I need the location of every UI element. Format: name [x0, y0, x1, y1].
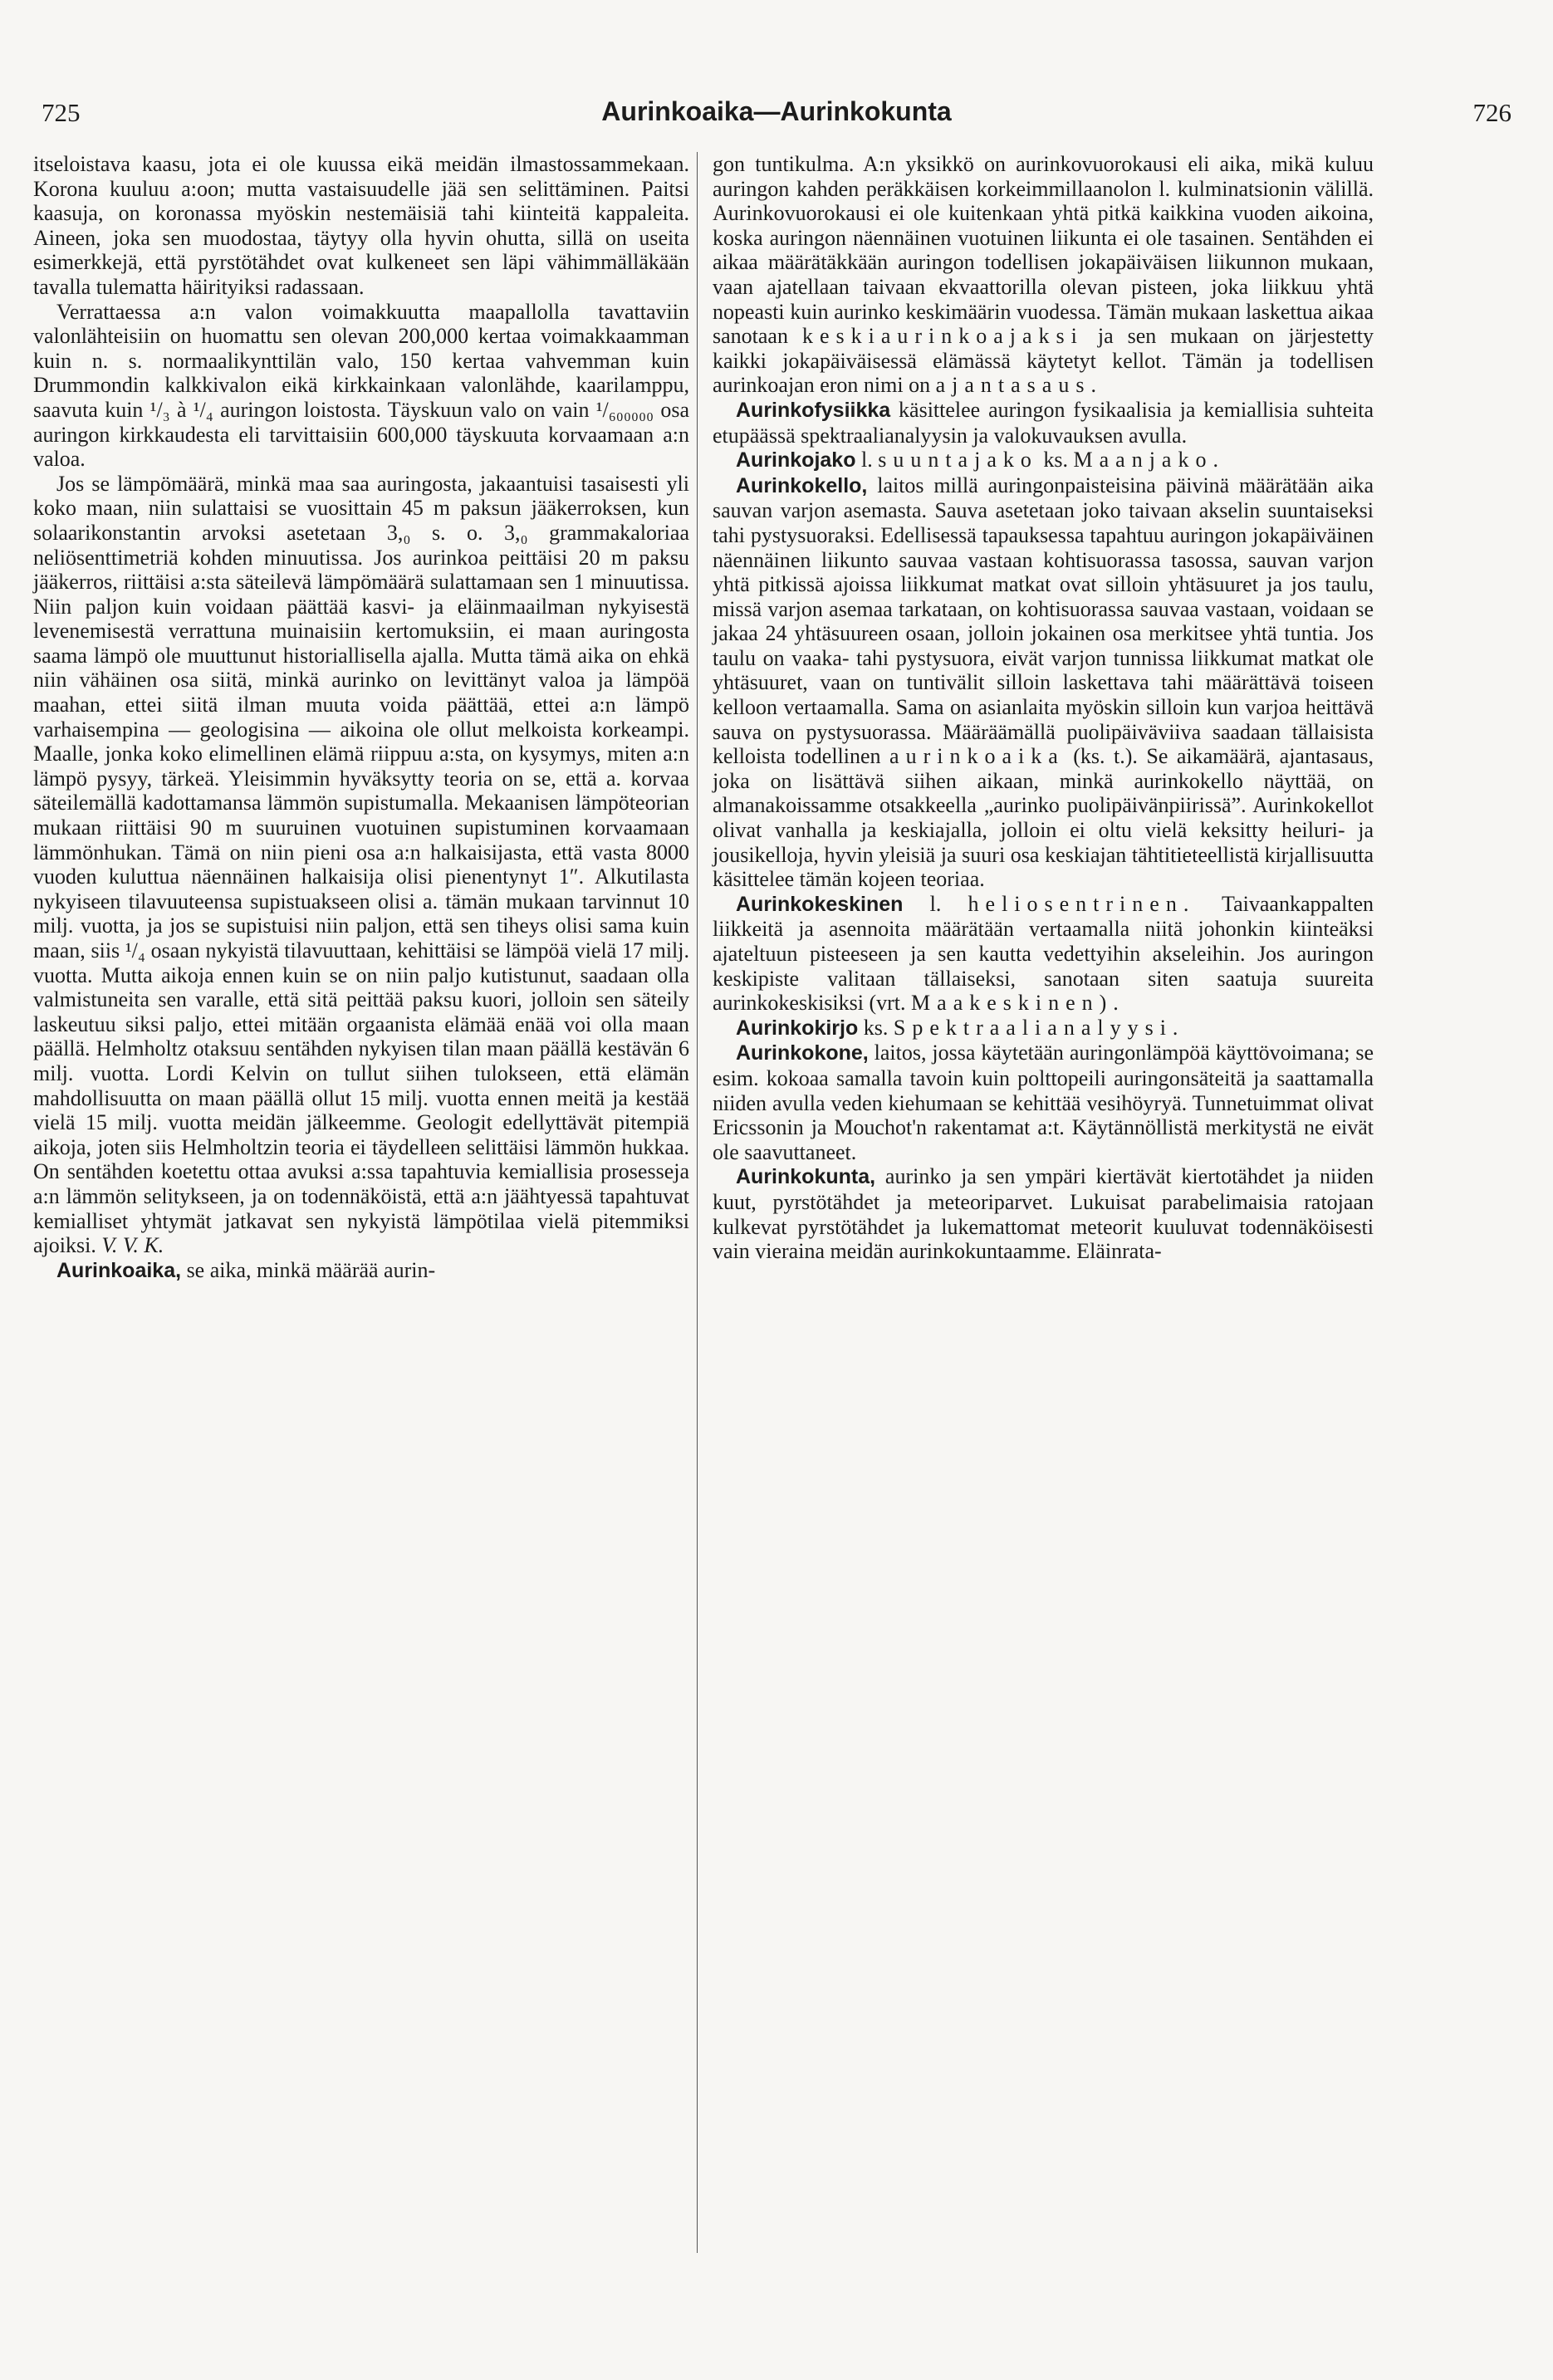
paragraph-text: ja sen mukaan on järjestetty kaikki jokapäiväisessä elämässä käytetyt kellot. Tämän ja todellisen aurinkoajan eron nimi on [713, 324, 1374, 398]
paragraph: itseloistava kaasu, jota ei ole kuussa eikä meidän ilmastossammekaan. Korona kuuluu a:oon; mutta vastaisuudelle jää sen selittäminen. Paitsi kaasuja, on koronassa myöskin nestemäisiä tahi kiinteitä kappaleita. Aineen, joka sen muodostaa, täytyy olla hyvin ohutta, sillä on useita esimerkkejä, että pyrstötähdet ovat kulkeneet sen läpi vähimmälläkään tavalla tulematta häirityiksi radassaan. [33, 152, 689, 299]
entry-text: se aika, minkä määrää aurin- [186, 1257, 436, 1282]
entry-text: käsittelee auringon fysikaalisia ja kemiallisia suhteita etupäässä spektraalianalyysin ja valokuvauksen avulla. [713, 397, 1374, 448]
spaced-term: Maakeskinen). [911, 991, 1125, 1016]
page-number-left: 725 [42, 98, 81, 127]
headword: Aurinkofysiikka [736, 398, 891, 422]
entry-text: aurinko ja sen ympäri kiertävät kiertotähdet ja niiden kuut, pyrstötähdet ja meteoriparvet. Lukuisat parabelimaisia ratojaan kulkevat pyrstötähdet ja lukemattomat meteorit kuuluvat todennäköisesti vain vieraina meidän aurinkokuntaamme. Eläinrata- [713, 1164, 1374, 1264]
spaced-term: keskiaurinkoajaksi [801, 324, 1084, 349]
entry-text: (ks. t.). Se aikamäärä, ajantasaus, joka on lisättävä siihen aikaan, minkä aurinkokello näyttää, on almanakoissamme otsakkeella „aurinko puolipäivänpiirissä”. Aurinkokellot olivat vanhalla ja keskiajalla, jolloin ei oltu vielä keksitty heiluri- ja jousikelloja, hyvin yleisiä ja suuri osa keskiajan tähtitieteellistä kirjallisuutta käsittelee tämän kojeen teoriaa. [713, 744, 1374, 892]
column-divider [697, 152, 698, 2253]
headword: Aurinkokeskinen [736, 892, 904, 916]
spaced-term: Spektraalianalyysi. [893, 1015, 1185, 1040]
headword: Aurinkoaika, [56, 1258, 182, 1282]
entry-aurinkokello [713, 473, 1374, 892]
headword: Aurinkokirjo [736, 1016, 859, 1040]
entry-text: l. [860, 448, 873, 473]
spaced-term: suuntajako [878, 448, 1038, 473]
entry-aurinkojako [713, 448, 1374, 473]
entry-text: ks. [1043, 448, 1068, 473]
right-column [713, 152, 1374, 1264]
entry-text: Taivaankappalten liikkeitä ja asennoita määrätään vertaamalla niitä johonkin kiinteäksi ajateltuun pisteeseen ja sen kautta vedettyihin akseleihin. Jos auringon keskipiste valitaan tällaiseksi, sanotaan siten saatuja suureita aurinkokeskisiksi (vrt. [713, 891, 1374, 1016]
spaced-term: heliosentrinen. [968, 891, 1196, 916]
headword: Aurinkokone, [736, 1041, 869, 1065]
headword: Aurinkojako [736, 448, 856, 473]
paragraph: Verrattaessa a:n valon voimakkuutta maapallolla tavattaviin valonlähteisiin on huomattu sen olevan 200,000 kertaa voimakkaamman kuin n. s. normaalikynttilän valo, 150 kertaa vahvemman kuin Drummondin kalkkivalon eikä kirkkainkaan valonlähde, kaarilamppu, saavuta kuin ¹/₃ à ¹/₄ auringon loistosta. Täyskuun valo on vain ¹/₆₀₀₀₀₀ osa auringon kirkkaudesta eli tarvittaisiin 600,000 täyskuuta korvaamaan a:n valoa. [33, 299, 689, 472]
entry-text: laitos millä auringonpaisteisina päivinä määrätään aika sauvan varjon asemasta. Sauva asetetaan joko taivaan akselin suuntaiseksi tahi pystysuoraksi. Edellisessä tapauksessa tapahtuu auringon jokapäiväinen näennäinen liikunto sauvaa vastaan kohtisuorassa tasossa, sauvan varjon yhtä pitkissä ajoissa liikkumat matkat ovat silloin yhtäsuuret ja jos taulu, missä varjon asemaa tarkataan, on kohtisuorassa sauvaa vastaan, voidaan se jakaa 24 yhtäsuureen osaan, jolloin jokainen osa merkitsee yhtä tuntia. Jos taulu on vaaka- tahi pystysuora, eivät varjon tunnissa liikkumat matkat ole yhtäsuuret, vaan on tuntivälit silloin laskettava tahi määrättävä toiseen kelloon vertaamalla. Sama on asianlaita myöskin silloin kun varjoa heittävä sauva on pystysuorassa. Määräämällä puolipäiväviiva saadaan tällaisista kelloista todellinen [713, 473, 1374, 769]
spaced-term: ajantasaus. [935, 373, 1103, 398]
entry-aurinkoaika [33, 1258, 689, 1284]
author-signature: V. V. K. [101, 1233, 164, 1258]
headword: Aurinkokello, [736, 473, 868, 497]
paragraph [713, 152, 1374, 398]
paragraph [33, 472, 689, 1258]
headword: Aurinkokunta, [736, 1165, 876, 1189]
entry-text: laitos, jossa käytetään auringonlämpöä käyttövoimana; se esim. kokoaa samalla tavoin kuin polttopeili auringonsäteitä ja saattamalla niiden avulla veden kiehumaan se kehittää vesihöyryä. Tunnetuimmat olivat Ericssonin ja Mouchot'n rakentamat a:t. Käytännöllistä merkitystä ne eivät ole saavuttaneet. [713, 1041, 1374, 1164]
left-column [33, 152, 689, 1283]
entry-aurinkokone [713, 1041, 1374, 1164]
entry-text: ks. [863, 1015, 889, 1040]
page-number-right: 726 [1472, 98, 1511, 127]
entry-aurinkokunta [713, 1164, 1374, 1263]
spaced-term: aurinkoaika [889, 744, 1065, 769]
paragraph-text: Jos se lämpömäärä, minkä maa saa auringosta, jakaantuisi tasaisesti yli koko maan, niin sulattaisi se vuosittain 45 m paksun jääkerroksen, kun solaarikonstantin arvoksi asetetaan 3,₀ s. o. 3,₀ grammakaloriaa neliösenttimetriä kohden minuutissa. Jos aurinkoa peittäisi 20 m paksu jääkerros, riittäisi a:sta säteilevä lämpömäärä sulattamaan sen 1 minuutissa. Niin paljon kuin voidaan päättää kasvi- ja eläinmaailman nykyisestä levenemisestä verrattuna muinaisiin kertomuksiin, ei maan auringosta saama lämpö ole muuttunut historiallisella ajalla. Mutta tämä aika on ehkä niin vähäinen osa siitä, minkä aurinko on levittänyt valoa ja lämpöä maahan, ettei siitä ilman muuta voida päättää, ettei a:n lämpö varhaisempina — geologisina — aikoina ole ollut melkoista korkeampi. Maalle, jonka koko elimellinen elämä riippuu a:sta, on kysymys, miten a:n lämpö pysyy, tärkeä. Yleisimmin hyväksytty teoria on se, että a. korvaa säteilemällä kadottamansa lämmön supistumalla. Mekaanisen lämpöteorian mukaan riittäisi 90 m suuruinen vuotuinen supistuminen korvaamaan lämmönhukan. Tämä on niin pieni osa a:n halkaisijasta, että vasta 8000 vuoden kuluttua näennäinen halkaisija olisi pienentynyt 1″. Alkutilasta nykyiseen tilavuuteensa supistuakseen olisi a. tämän mukaan tarvinnut 10 milj. vuotta, ja jos se supistuisi niin paljon, että sen tiheys olisi sama kuin maan, siis ¹/₄ osaan nykyistä tilavuuttaan, kehittäisi se lämpöä vielä 17 milj. vuotta. Mutta aikoja ennen kuin se on niin paljo kutistunut, saadaan olla valmistuneita sen varalle, että sitä peittää paksu kuori, jolloin sen säteily laskeutuu siksi paljo, ettei mitään orgaanista elämää enää voi olla maan päällä. Helmholtz otaksuu sentähden nykyisen tilan maan päällä kestävän 6 milj. vuotta. Lordi Kelvin on tullut siihen tulokseen, että elämän mahdollisuutta on maan päällä ollut 15 milj. vuotta ennen meitä ja kestää vielä 15 milj. vuotta meidän jälkeemme. Geologit edellyttävät pitempiä aikoja, joten siis Helmholtzin teoria ei täydelleen selittäisi lämmön hukkaa. On sentähden koetettu ottaa avuksi a:ssa tapahtuvia kemiallisia prosesseja a:n lämmön selitykseen, ja on todennäköistä, että a:n jäähtyessä tapahtuvat kemialliset yhtymät jatkavat sen nykyistä lämpötilaa vielä pitemmiksi ajoiksi. [33, 471, 689, 1258]
entry-text: l. [929, 891, 942, 916]
spaced-term: Maanjako. [1073, 448, 1225, 473]
entry-aurinkokirjo [713, 1016, 1374, 1041]
paragraph-text: gon tuntikulma. A:n yksikkö on aurinkovuorokausi eli aika, mikä kuluu auringon kahden peräkkäisen korkeimmillaanolon l. kulminatsionin välillä. Aurinkovuorokausi ei ole kuitenkaan yhtä pitkä kaikkina vuoden aikoina, koska auringon näennäinen vuotuinen liikunta ei ole tasainen. Sentähden ei aikaa määrätäkkään auringon todellisen jokapäiväisen liikunnon mukaan, vaan ajatellaan taivaan ekvaattorilla olevan pisteen, joka liikkuu yhtä nopeasti kuin aurinko keskimäärin vuodessa. Tämän mukaan laskettua aikaa sanotaan [713, 152, 1374, 349]
running-title: Aurinkoaika—Aurinkokunta [601, 96, 952, 126]
entry-aurinkokeskinen [713, 892, 1374, 1016]
page-header [42, 93, 1511, 143]
entry-aurinkofysiikka [713, 398, 1374, 448]
